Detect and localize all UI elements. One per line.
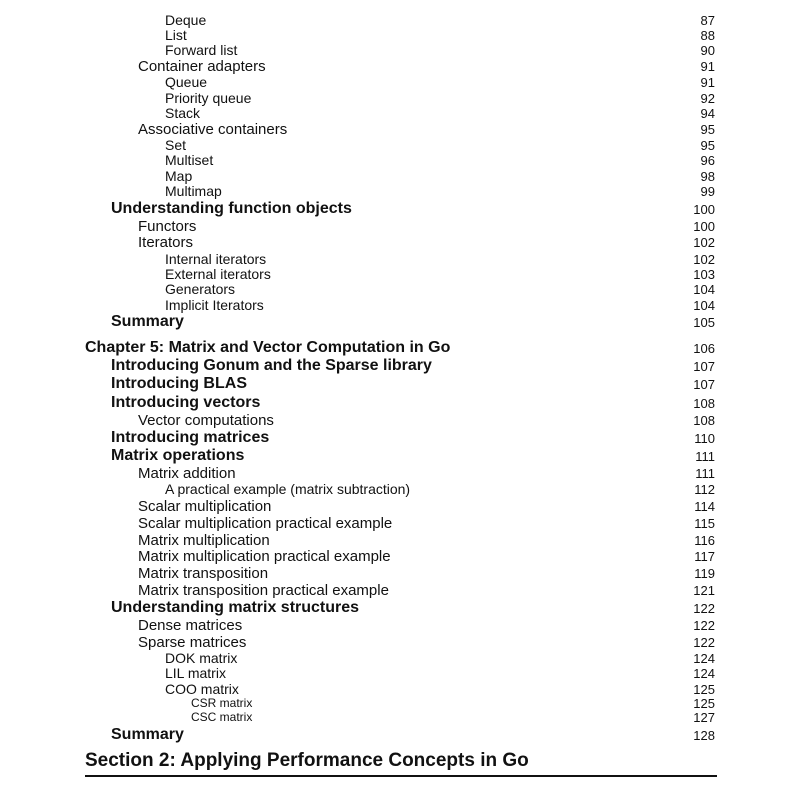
toc-entry-title: Associative containers bbox=[138, 120, 288, 138]
toc-entry-page-number: 107 bbox=[693, 376, 715, 392]
toc-entry[interactable] bbox=[0, 616, 800, 634]
toc-entry[interactable] bbox=[0, 564, 800, 582]
toc-entry-page-number: 111 bbox=[695, 465, 715, 481]
toc-entry-title: Queue bbox=[165, 74, 208, 90]
toc-entry-title: Matrix multiplication bbox=[138, 531, 270, 549]
toc-entry-title: Container adapters bbox=[138, 57, 266, 75]
toc-entry-title: Introducing matrices bbox=[111, 429, 270, 446]
toc-entry-page-number: 112 bbox=[694, 481, 715, 497]
toc-entry-page-number: 108 bbox=[693, 412, 715, 428]
toc-entry-title: Scalar multiplication practical example bbox=[138, 514, 393, 532]
toc-entry-page-number: 91 bbox=[700, 58, 715, 74]
toc-entry-title: Implicit Iterators bbox=[165, 297, 264, 313]
toc-entry-page-number: 108 bbox=[693, 395, 715, 411]
toc-entry[interactable] bbox=[0, 200, 800, 218]
toc-entry-title: A practical example (matrix subtraction) bbox=[165, 481, 411, 497]
toc-entry-page-number: 117 bbox=[694, 548, 715, 564]
toc-entry[interactable] bbox=[0, 182, 800, 200]
toc-entry-page-number: 100 bbox=[693, 201, 715, 217]
toc-entry-title: Scalar multiplication bbox=[138, 497, 272, 515]
toc-entry-page-number: 122 bbox=[693, 617, 715, 633]
toc-entry-page-number: 122 bbox=[693, 600, 715, 616]
toc-entry-title: Matrix transposition practical example bbox=[138, 581, 389, 599]
toc-entry-title: List bbox=[165, 27, 187, 43]
toc-entry[interactable] bbox=[0, 296, 800, 314]
toc-entry-page-number: 105 bbox=[693, 314, 715, 330]
toc-entry-page-number: 92 bbox=[700, 90, 715, 106]
toc-entry-page-number: 115 bbox=[694, 515, 715, 531]
toc-entry-title: Priority queue bbox=[165, 90, 252, 106]
toc-entry-page-number: 106 bbox=[693, 340, 715, 356]
toc-entry[interactable] bbox=[0, 514, 800, 532]
toc-entry-page-number: 124 bbox=[693, 665, 715, 681]
toc-entry-title: Matrix transposition bbox=[138, 564, 269, 582]
toc-entry-page-number: 121 bbox=[693, 582, 715, 598]
toc-entry-page-number: 94 bbox=[700, 105, 715, 121]
toc-entry-title: Stack bbox=[165, 105, 201, 121]
toc-entry-title: DOK matrix bbox=[165, 650, 238, 666]
toc-entry[interactable] bbox=[0, 375, 800, 393]
toc-entry[interactable] bbox=[0, 429, 800, 447]
toc-entry-title: Matrix addition bbox=[138, 464, 236, 482]
toc-entry-title: Map bbox=[165, 168, 193, 184]
toc-entry-page-number: 124 bbox=[693, 650, 715, 666]
toc-entry-page-number: 90 bbox=[700, 42, 715, 58]
toc-entry-title: Matrix operations bbox=[111, 447, 245, 464]
toc-entry-page-number: 125 bbox=[693, 681, 715, 697]
toc-entry-page-number: 98 bbox=[700, 168, 715, 184]
toc-entry-page-number: 87 bbox=[700, 12, 715, 28]
toc-entry-page-number: 88 bbox=[700, 27, 715, 43]
toc-entry[interactable] bbox=[0, 599, 800, 617]
toc-entry-page-number: 107 bbox=[693, 358, 715, 374]
toc-entry[interactable] bbox=[0, 394, 800, 412]
toc-entry-title: Vector computations bbox=[138, 411, 274, 429]
toc-entry[interactable] bbox=[0, 339, 800, 357]
toc-entry-page-number: 119 bbox=[694, 565, 715, 581]
toc-entry-title: Summary bbox=[111, 726, 184, 743]
toc-entry-page-number: 102 bbox=[693, 251, 715, 267]
toc-entry-page-number: 116 bbox=[694, 532, 715, 548]
toc-entry-title: CSC matrix bbox=[191, 710, 253, 724]
toc-entry-page-number: 103 bbox=[693, 266, 715, 282]
toc-entry-title: Introducing Gonum and the Sparse library bbox=[111, 357, 432, 374]
toc-entry-title: Dense matrices bbox=[138, 616, 243, 634]
toc-entry-page-number: 96 bbox=[700, 152, 715, 168]
toc-entry[interactable] bbox=[0, 581, 800, 599]
toc-entry-title: Understanding function objects bbox=[111, 200, 352, 217]
toc-entry-page-number: 111 bbox=[695, 448, 715, 464]
toc-entry-title: Multiset bbox=[165, 152, 214, 168]
toc-entry-page-number: 122 bbox=[693, 634, 715, 650]
toc-entry-title: Introducing BLAS bbox=[111, 375, 247, 392]
toc-entry-page-number: 100 bbox=[693, 218, 715, 234]
toc-entry[interactable] bbox=[0, 726, 800, 744]
toc-entry-title: CSR matrix bbox=[191, 696, 253, 710]
toc-entry-page-number: 127 bbox=[693, 709, 715, 725]
toc-entry-title: Forward list bbox=[165, 42, 238, 58]
toc-entry-title: Generators bbox=[165, 281, 236, 297]
toc-entry-page-number: 114 bbox=[694, 498, 715, 514]
toc-entry-title: Deque bbox=[165, 12, 207, 28]
toc-entry[interactable] bbox=[0, 313, 800, 331]
toc-entry[interactable] bbox=[0, 357, 800, 375]
toc-entry-page-number: 91 bbox=[700, 74, 715, 90]
toc-entry-page-number: 110 bbox=[694, 430, 715, 446]
toc-entry-title: Introducing vectors bbox=[111, 394, 261, 411]
toc-entry-page-number: 99 bbox=[700, 183, 715, 199]
toc-entry-title: External iterators bbox=[165, 266, 271, 282]
toc-entry-title: Chapter 5: Matrix and Vector Computation in Go bbox=[85, 339, 451, 356]
toc-entry-page-number: 125 bbox=[693, 695, 715, 711]
toc-entry-page-number: 104 bbox=[693, 281, 715, 297]
toc-entry[interactable] bbox=[0, 708, 800, 726]
toc-entry-page-number: 102 bbox=[693, 234, 715, 250]
toc-entry-page-number: 95 bbox=[700, 121, 715, 137]
toc-entry-title: Functors bbox=[138, 217, 197, 235]
toc-entry-title: Iterators bbox=[138, 233, 194, 251]
toc-entry-title: Sparse matrices bbox=[138, 633, 247, 651]
toc-entry-title: Matrix multiplication practical example bbox=[138, 547, 391, 565]
toc-entry[interactable] bbox=[0, 497, 800, 515]
toc-entry-page-number: 104 bbox=[693, 297, 715, 313]
toc-entry-title: LIL matrix bbox=[165, 665, 226, 681]
toc-entry-title: Understanding matrix structures bbox=[111, 599, 360, 616]
section-heading: Section 2: Applying Performance Concepts in Go bbox=[85, 750, 717, 777]
toc-entry-title: Internal iterators bbox=[165, 251, 267, 267]
toc-entry-title: Summary bbox=[111, 313, 184, 330]
toc-entry[interactable] bbox=[0, 547, 800, 565]
toc-entry-title: COO matrix bbox=[165, 681, 239, 697]
toc-entry-page-number: 95 bbox=[700, 137, 715, 153]
toc-entry[interactable] bbox=[0, 233, 800, 251]
toc-entry[interactable] bbox=[0, 411, 800, 429]
toc-entry[interactable] bbox=[0, 447, 800, 465]
toc-entry-page-number: 128 bbox=[693, 727, 715, 743]
toc-entry-title: Multimap bbox=[165, 183, 222, 199]
toc-entry-title: Set bbox=[165, 137, 187, 153]
toc-entry[interactable] bbox=[0, 480, 800, 498]
